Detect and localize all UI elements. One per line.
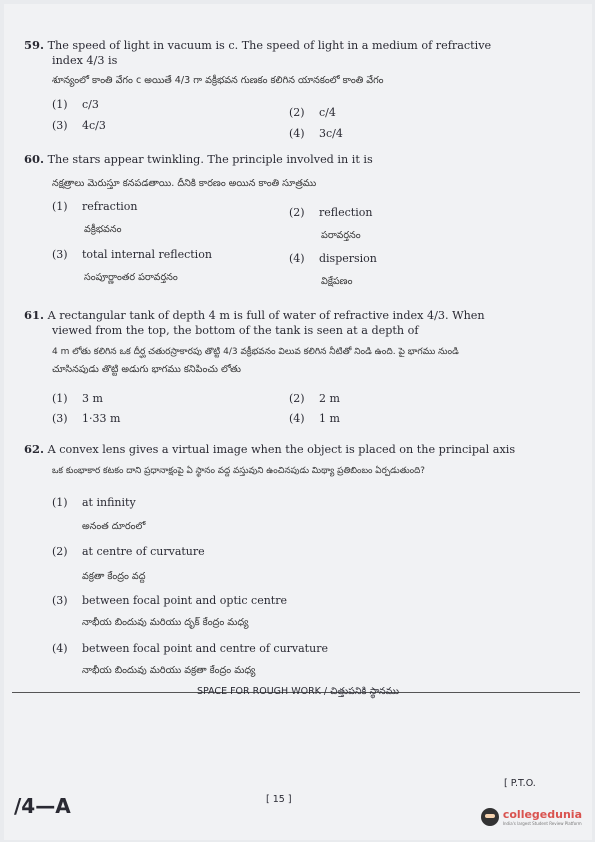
option-1: (1) 3 m [52,392,103,405]
rough-work-label: SPACE FOR ROUGH WORK / చిత్తుపనికి స్థానము [196,686,400,697]
option-1: (1) at infinity [52,496,136,509]
question-61 [24,308,564,376]
question-text-cont: index 4/3 is [52,54,118,67]
pto-label: [ P.T.O. [504,778,536,789]
option-2: (2) at centre of curvature [52,545,205,558]
brand-tagline: India's largest Student Review Platform [502,821,582,826]
page-number: [ 15 ] [266,794,292,805]
option-3: (3) 4c/3 [52,119,106,132]
option-2-telugu: పరావర్తనం [321,230,361,241]
option-2: (2) c/4 [289,106,336,119]
question-62 [24,442,564,478]
logo-icon [481,808,499,826]
option-3: (3) between focal point and optic centre [52,594,287,607]
question-59 [24,38,564,87]
option-4: (4) between focal point and centre of curvature [52,642,328,655]
booklet-code: /4—A [14,794,71,818]
option-2: (2) 2 m [289,392,340,405]
question-text-telugu: శూన్యంలో కాంతి వేగం c అయితే 4/3 గా వక్రీభవన గుణకం కలిగిన యానకంలో కాంతి వేగం [52,75,384,86]
option-3-telugu: సంపూర్ణాంతర పరావర్తనం [84,272,178,283]
exam-page [4,4,592,840]
question-number: 62. [24,442,45,456]
question-text-telugu-cont: చూసినపుడు తొట్టి అడుగు భాగము కనిపించు లోతు [52,364,241,375]
question-text-telugu: 4 m లోతు కలిగిన ఒక దీర్ఘ చతురస్రాకారపు తొట్టి 4/3 వక్రీభవనం విలువ కలిగిన నీటితో నిండి ఉంది. పై భాగము నుండి [52,347,459,357]
option-4: (4) 3c/4 [289,127,343,140]
option-1: (1) c/3 [52,98,99,111]
option-3: (3) 1·33 m [52,412,121,425]
option-4: (4) dispersion [289,252,377,265]
question-60 [24,152,564,190]
option-4: (4) 1 m [289,412,340,425]
question-number: 59. [24,38,45,52]
question-text: A rectangular tank of depth 4 m is full of water of refractive index 4/3. When [47,309,485,322]
option-3: (3) total internal reflection [52,248,212,261]
question-text: The stars appear twinkling. The principle involved in it is [47,153,373,166]
question-number: 61. [24,308,45,322]
question-number: 60. [24,152,45,166]
option-1-telugu: వక్రీభవనం [84,224,122,235]
question-text-telugu: ఒక కుంభాకార కటకం దాని ప్రధానాక్షంపై ఏ స్థానం వద్ద వస్తువుని ఉంచినపుడు మిథ్యా ప్రతిబింబం ఏర్పడుతుంది? [52,466,425,476]
question-text-cont: viewed from the top, the bottom of the tank is seen at a depth of [52,324,419,337]
brand-logo [481,808,582,826]
question-text-telugu: నక్షత్రాలు మెరుస్తూ కనపడతాయి. దీనికి కారణం అయిన కాంతి సూత్రము [52,178,317,189]
option-2-telugu: వక్రతా కేంద్రం వద్ద [82,571,146,582]
question-text: The speed of light in vacuum is c. The speed of light in a medium of refractive [47,39,492,52]
option-1-telugu: అనంత దూరంలో [82,521,146,532]
option-3-telugu: నాభీయ బిందువు మరియు దృక్ కేంద్రం మధ్య [82,617,249,628]
option-1: (1) refraction [52,200,138,213]
question-text: A convex lens gives a virtual image when the object is placed on the principal axis [47,443,516,456]
option-2: (2) reflection [289,206,373,219]
option-4-telugu: విక్షేపణం [321,276,353,287]
brand-name: collegedunia [502,808,582,821]
option-4-telugu: నాభీయ బిందువు మరియు వక్రతా కేంద్రం మధ్య [82,665,256,676]
